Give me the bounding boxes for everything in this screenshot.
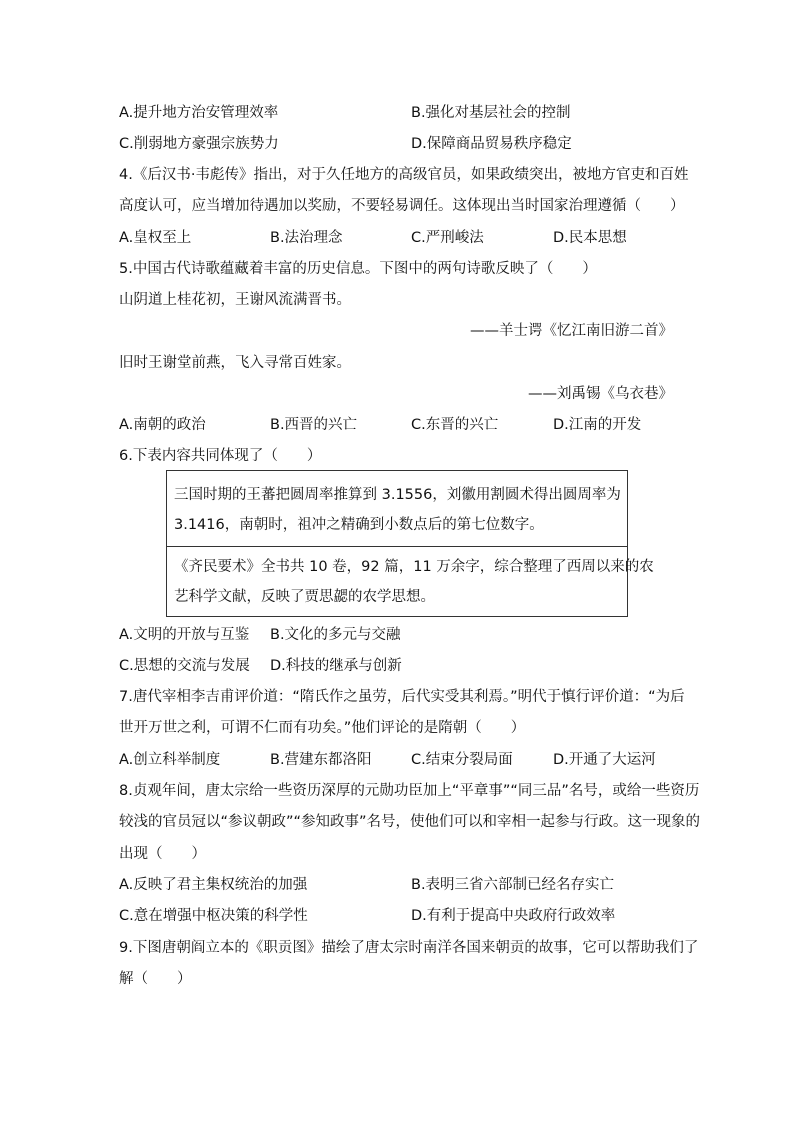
q4-stem-line1: 4.《后汉书·韦彪传》指出，对于久任地方的高级官员，如果政绩突出，被地方官吏和百姓 [119,167,689,183]
q5-option-b: B.西晋的兴亡 [270,417,358,433]
q4-stem-line2: 高度认可，应当增加待遇加以奖励，不要轻易调任。这体现出当时国家治理遵循（ ） [119,198,685,214]
q5-source-2: ——刘禹锡《乌衣巷》 [528,386,673,402]
q7-option-a: A.创立科举制度 [119,752,221,768]
q5-option-a: A.南朝的政治 [119,417,206,433]
q3-option-b: B.强化对基层社会的控制 [411,105,571,121]
q6-table-row1-line1: 三国时期的王蕃把圆周率推算到 3.1556，刘徽用割圆术得出圆周率为 [174,487,621,503]
q8-option-b: B.表明三省六部制已经名存实亡 [411,877,615,893]
q6-option-b: B.文化的多元与交融 [270,627,401,643]
q4-option-b: B.法治理念 [270,230,343,246]
q3-option-c: C.削弱地方豪强宗族势力 [119,136,279,152]
q6-stem: 6.下表内容共同体现了（ ） [119,448,322,464]
q3-option-d: D.保障商品贸易秩序稳定 [411,136,572,152]
q8-option-a: A.反映了君主集权统治的加强 [119,877,308,893]
q8-option-c: C.意在增强中枢决策的科学性 [119,908,308,924]
q4-option-d: D.民本思想 [553,230,627,246]
q6-option-a: A.文明的开放与互鉴 [119,627,250,643]
q7-option-b: B.营建东都洛阳 [270,752,372,768]
q6-option-c: C.思想的交流与发展 [119,658,250,674]
q7-stem-line1: 7.唐代宰相李吉甫评价道：“隋氏作之虽劳，后代实受其利焉。”明代于慎行评价道：“为后 [119,689,685,705]
q5-stem: 5.中国古代诗歌蕴藏着丰富的历史信息。下图中的两句诗歌反映了（ ） [119,261,597,277]
q5-option-d: D.江南的开发 [553,417,642,433]
q9-stem-line1: 9.下图唐朝阎立本的《职贡图》描绘了唐太宗时南洋各国来朝贡的故事，它可以帮助我们了 [119,940,699,956]
q6-table-row2-line2: 艺科学文献，反映了贾思勰的农学思想。 [174,589,435,605]
q5-poem-2: 旧时王谢堂前燕，飞入寻常百姓家。 [119,355,351,371]
q8-stem-line3: 出现（ ） [119,846,206,862]
q7-stem-line2: 世开万世之利，可谓不仁而有功矣。”他们评论的是隋朝（ ） [119,720,526,736]
q5-source-1: ——羊士谔《忆江南旧游二首》 [470,323,673,339]
q6-table-row1-line2: 3.1416，南朝时，祖冲之精确到小数点后的第七位数字。 [174,517,544,533]
q6-table-divider [167,546,627,547]
q8-stem-line2: 较浅的官员冠以“参议朝政”“参知政事”名号，使他们可以和宰相一起参与行政。这一现象的 [119,814,701,830]
q7-option-c: C.结束分裂局面 [411,752,513,768]
q4-option-a: A.皇权至上 [119,230,192,246]
q7-option-d: D.开通了大运河 [553,752,656,768]
q6-option-d: D.科技的继承与创新 [270,658,402,674]
q3-option-a: A.提升地方治安管理效率 [119,105,279,121]
q4-option-c: C.严刑峻法 [411,230,484,246]
q5-option-c: C.东晋的兴亡 [411,417,499,433]
q8-option-d: D.有利于提高中央政府行政效率 [411,908,616,924]
q9-stem-line2: 解（ ） [119,971,192,987]
q6-table [166,470,654,617]
q8-stem-line1: 8.贞观年间，唐太宗给一些资历深厚的元勋功臣加上“平章事”“同三品”名号，或给一些资历 [119,783,700,799]
q6-table-row2-line1: 《齐民要术》全书共 10 卷，92 篇，11 万余字，综合整理了西周以来的农 [174,559,654,575]
q5-poem-1: 山阴道上桂花初，王谢风流满晋书。 [119,292,351,308]
